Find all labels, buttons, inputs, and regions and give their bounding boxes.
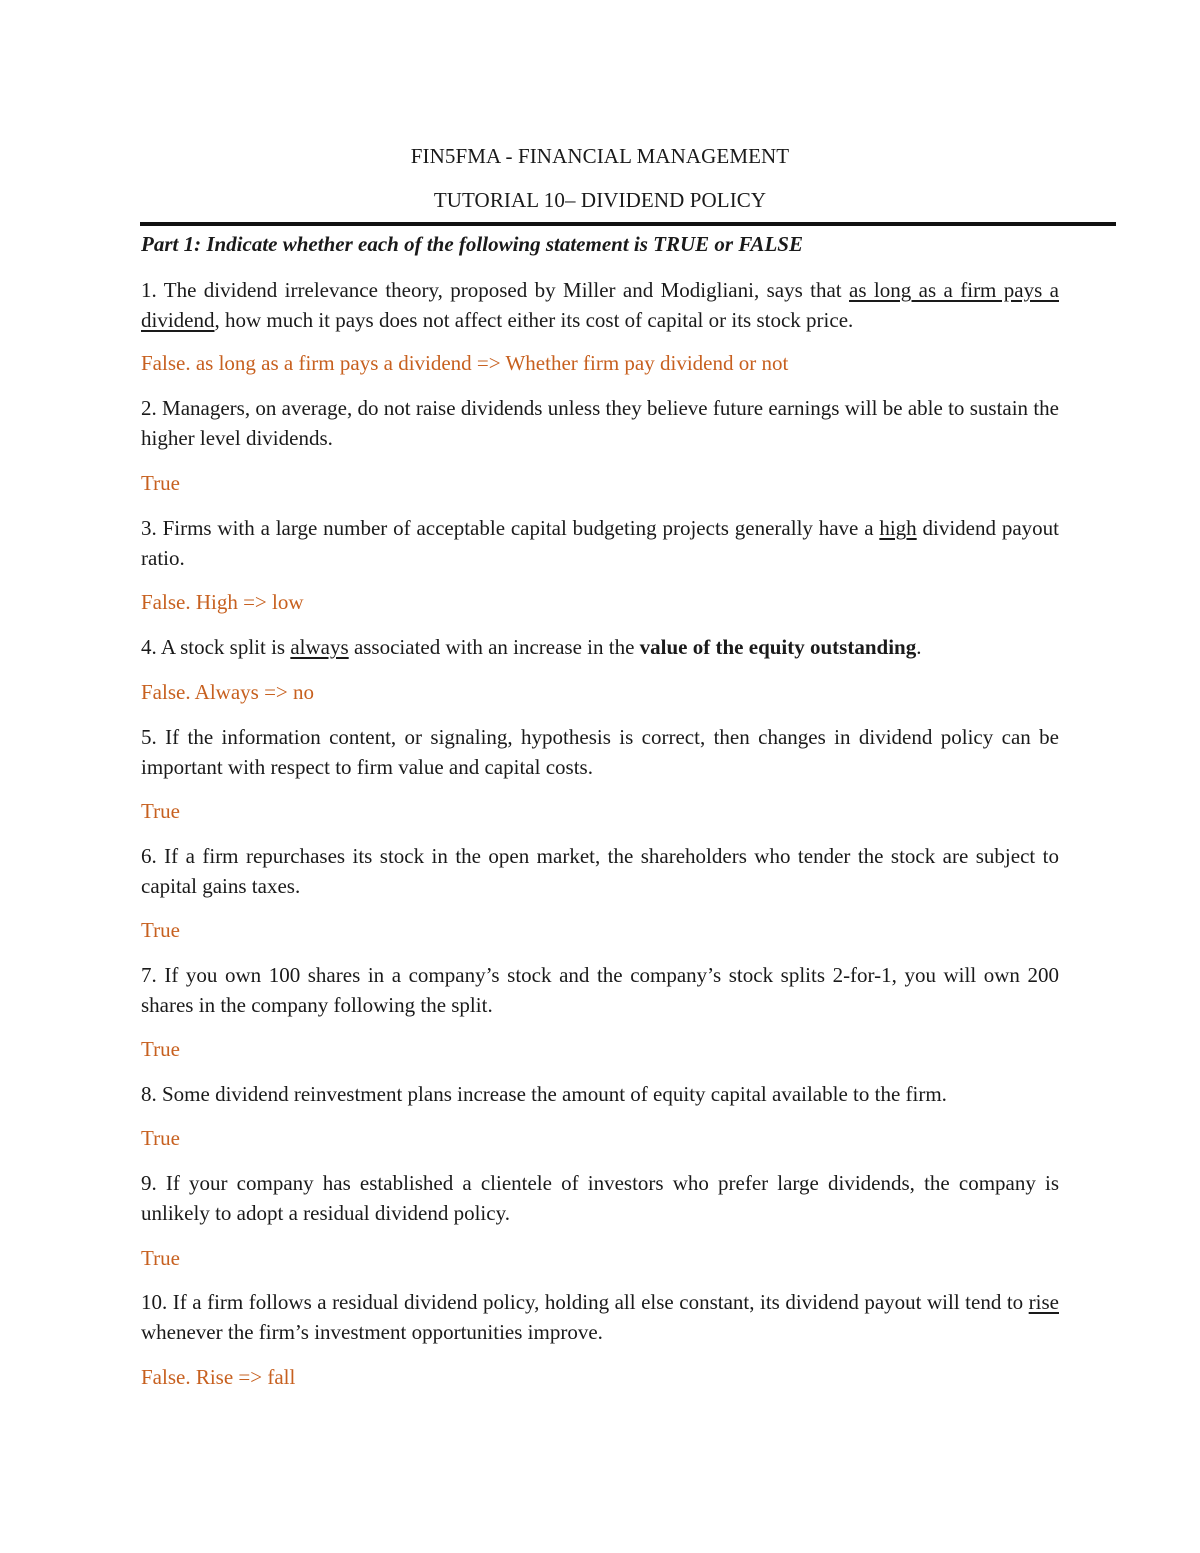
question-9: 9. If your company has established a clientele of investors who prefer large dividends, the company is unlikely to adopt a residual dividend policy. xyxy=(141,1171,1059,1225)
question-5: 5. If the information content, or signaling, hypothesis is correct, then changes in dividend policy can be important with respect to firm value and capital costs. xyxy=(141,725,1059,779)
answer-5: True xyxy=(141,799,180,823)
underlined-phrase: as long as a firm pays a dividend xyxy=(141,278,1059,332)
course-title: FIN5FMA - FINANCIAL MANAGEMENT xyxy=(410,144,790,168)
question-text: . xyxy=(916,635,922,659)
answer-9: True xyxy=(141,1246,180,1270)
question-text: 10. If a firm follows a residual dividend policy, holding all else constant, its dividend payout will tend to xyxy=(141,1290,1029,1314)
bold-phrase: value of the equity outstanding xyxy=(639,635,917,659)
answer-4: False. Always => no xyxy=(141,680,315,704)
question-text: 3. Firms with a large number of acceptable capital budgeting projects generally have a xyxy=(141,516,880,540)
answer-6: True xyxy=(141,918,180,942)
question-1 xyxy=(141,276,1059,335)
header-divider xyxy=(140,222,1116,226)
question-4 xyxy=(141,633,1059,663)
question-3 xyxy=(141,514,1059,573)
tutorial-title: TUTORIAL 10– DIVIDEND POLICY xyxy=(433,188,767,212)
question-text: dividend payout ratio. xyxy=(141,516,1059,570)
question-8: 8. Some dividend reinvestment plans increase the amount of equity capital available to the firm. xyxy=(141,1082,947,1106)
question-text: 1. The dividend irrelevance theory, proposed by Miller and Modigliani, says that xyxy=(141,278,850,302)
answer-1: False. as long as a firm pays a dividend => Whether firm pay dividend or not xyxy=(141,351,789,375)
underlined-phrase: high xyxy=(879,516,917,540)
answer-8: True xyxy=(141,1126,180,1150)
answer-2: True xyxy=(141,471,180,495)
question-2: 2. Managers, on average, do not raise dividends unless they believe future earnings will be able to sustain the higher level dividends. xyxy=(141,396,1059,450)
question-6: 6. If a firm repurchases its stock in the open market, the shareholders who tender the stock are subject to capital gains taxes. xyxy=(141,844,1059,898)
question-10 xyxy=(141,1288,1059,1347)
question-7: 7. If you own 100 shares in a company’s stock and the company’s stock splits 2-for-1, you will own 200 shares in the company following the split. xyxy=(141,963,1059,1017)
answer-7: True xyxy=(141,1037,180,1061)
question-text: whenever the firm’s investment opportunities improve. xyxy=(141,1319,603,1344)
underlined-phrase: rise xyxy=(1028,1290,1059,1314)
answer-10: False. Rise => fall xyxy=(141,1365,296,1389)
underlined-phrase: always xyxy=(290,635,349,659)
part1-heading: Part 1: Indicate whether each of the following statement is TRUE or FALSE xyxy=(141,232,803,256)
question-text: , how much it pays does not affect either its cost of capital or its stock price. xyxy=(214,307,854,332)
answer-3: False. High => low xyxy=(141,590,304,614)
question-text: associated with an increase in the xyxy=(348,635,640,659)
question-text: 4. A stock split is xyxy=(141,635,291,659)
